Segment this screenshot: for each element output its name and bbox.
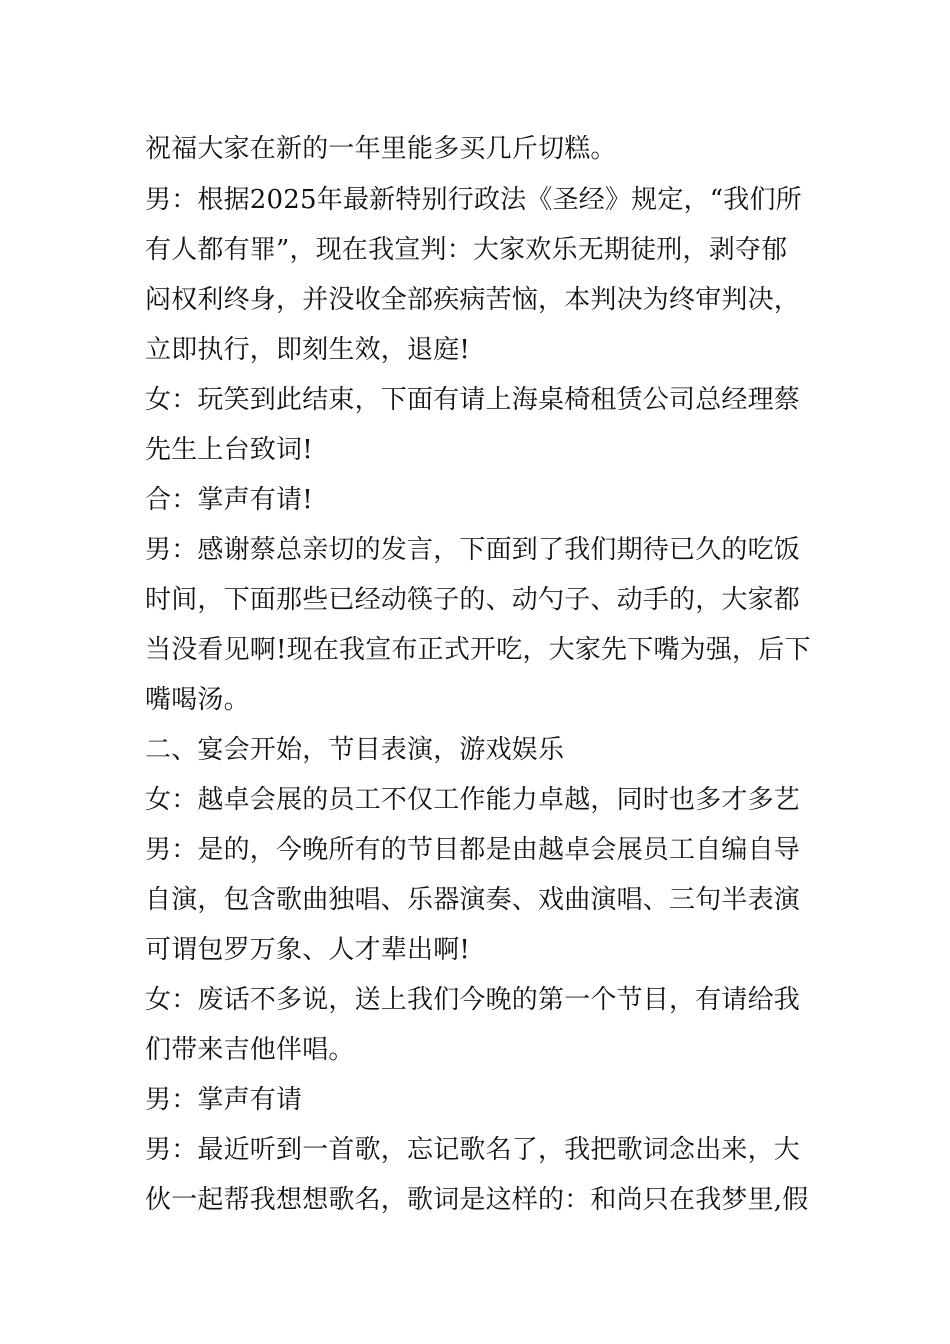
text-line: 可谓包罗万象、人才辈出啊!	[145, 935, 471, 965]
text-line: 女：废话不多说，送上我们今晚的第一个节目，有请给我	[145, 985, 801, 1015]
text-line: 男：根据2025年最新特别行政法《圣经》规定，“我们所	[145, 185, 802, 215]
text-line: 们带来吉他伴唱。	[145, 1035, 355, 1065]
text-line: 有人都有罪”，现在我宣判：大家欢乐无期徒刑，剥夺郁	[145, 235, 788, 265]
text-line: 男：是的，今晚所有的节目都是由越卓会展员工自编自导	[145, 835, 801, 865]
text-line: 合：掌声有请!	[145, 485, 313, 515]
text-line: 嘴喝汤。	[145, 685, 250, 715]
text-line: 时间，下面那些已经动筷子的、动勺子、动手的，大家都	[145, 585, 801, 615]
text-line: 祝福大家在新的一年里能多买几斤切糕。	[145, 134, 617, 164]
text-line: 女：玩笑到此结束，下面有请上海桌椅租赁公司总经理蔡	[145, 385, 801, 415]
text-line: 男：最近听到一首歌，忘记歌名了，我把歌词念出来，大	[145, 1135, 801, 1165]
text-line: 男：掌声有请	[145, 1085, 303, 1115]
text-line: 男：感谢蔡总亲切的发言，下面到了我们期待已久的吃饭	[145, 535, 801, 565]
text-line: 自演，包含歌曲独唱、乐器演奏、戏曲演唱、三句半表演	[145, 885, 801, 915]
text-line: 伙一起帮我想想歌名，歌词是这样的：和尚只在我梦里,假	[145, 1185, 809, 1215]
text-line: 立即执行，即刻生效，退庭!	[145, 335, 471, 365]
section-heading: 二、宴会开始，节目表演，游戏娱乐	[145, 735, 565, 765]
text-line: 当没看见啊!现在我宣布正式开吃，大家先下嘴为强，后下	[145, 635, 811, 665]
text-line: 闷权利终身，并没收全部疾病苦恼，本判决为终审判决，	[145, 285, 801, 315]
text-line: 先生上台致词!	[145, 435, 313, 465]
text-line: 女：越卓会展的员工不仅工作能力卓越，同时也多才多艺	[145, 785, 801, 815]
